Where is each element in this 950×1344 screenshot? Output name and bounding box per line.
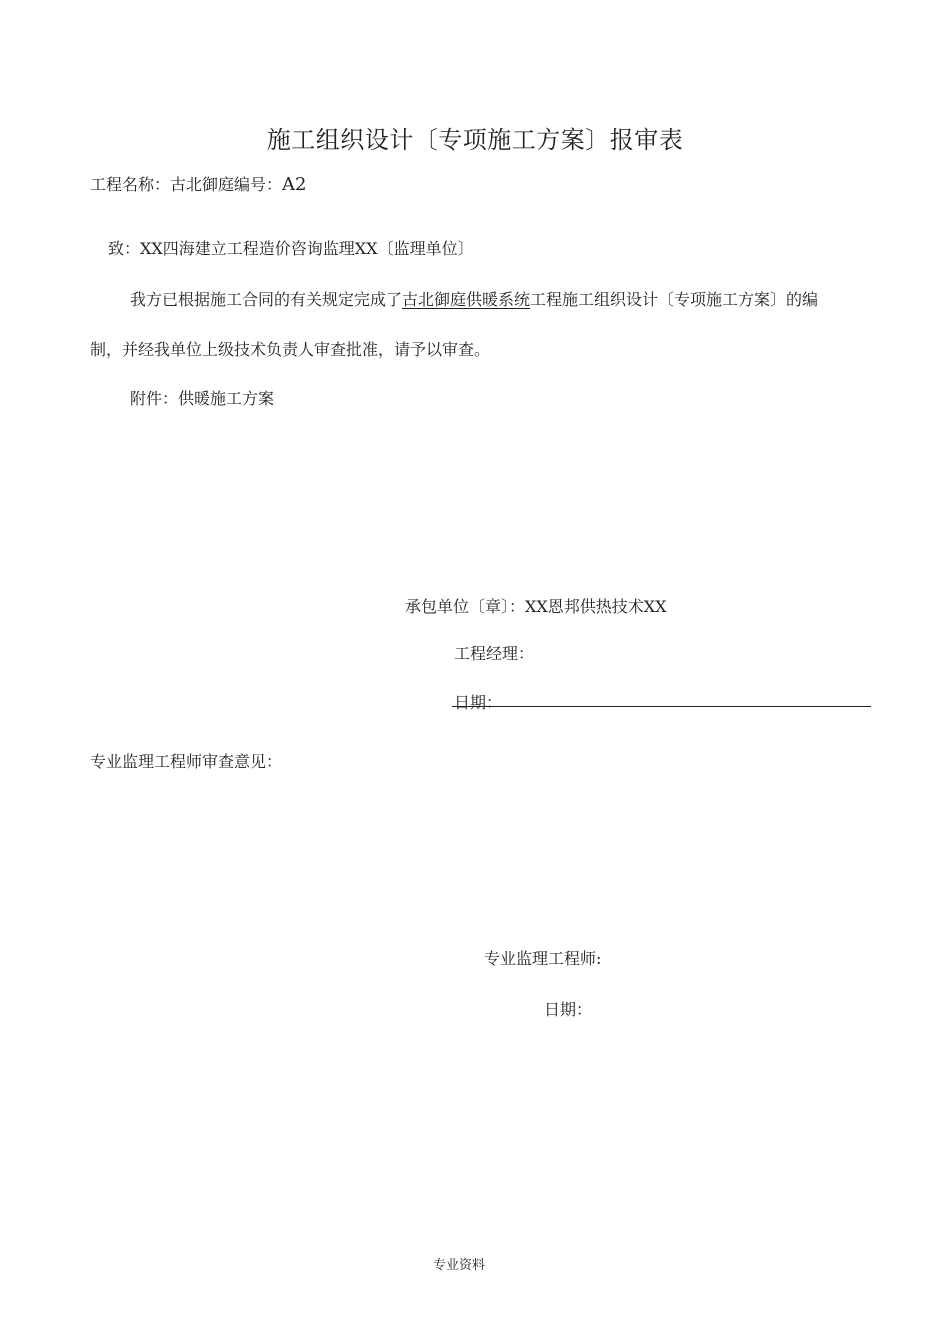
supervisor-engineer-label: 专业监理工程师: (484, 949, 602, 968)
project-system-name: 古北御庭供暖系统 (402, 290, 531, 309)
contractor-date-label: 日期： (454, 693, 503, 712)
document-title: 施工组织设计〔专项施工方案〕报审表 (266, 126, 684, 154)
project-code: A2 (282, 174, 307, 195)
attachment-line: 附件：供暖施工方案 (130, 389, 275, 408)
project-label: 工程名称：古北御庭编号： (90, 175, 283, 194)
contractor-line: 承包单位〔章〕：XX恩邦供热技术XX (405, 597, 667, 616)
page-footer: 专业资料 (433, 1258, 486, 1273)
body-prefix: 我方已根据施工合同的有关规定完成了 (130, 290, 403, 309)
supervisor-date-label: 日期： (544, 1000, 593, 1019)
body-suffix: 工程施工组织设计〔专项施工方案〕的编 (530, 290, 819, 309)
addressee-line: 致：XX四海建立工程造价咨询监理XX〔监理单位〕 (108, 239, 474, 258)
date-underline (452, 706, 871, 707)
body-paragraph-line-1 (130, 287, 818, 310)
body-paragraph-line-2: 制，并经我单位上级技术负责人审查批准，请予以审查。 (90, 340, 491, 359)
supervisor-opinion-label: 专业监理工程师审查意见： (90, 752, 283, 771)
project-info-line (90, 172, 306, 195)
project-manager-label: 工程经理： (454, 644, 535, 663)
